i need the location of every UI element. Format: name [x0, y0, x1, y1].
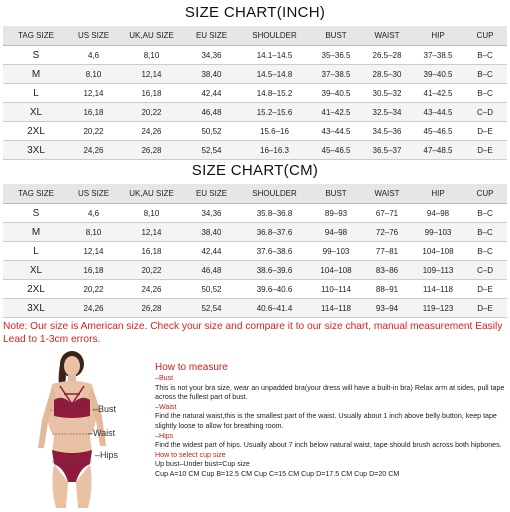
- table-cell: 20,22: [118, 103, 185, 122]
- table-cell: 47–48.5: [413, 141, 463, 160]
- table-row: [3, 204, 507, 223]
- column-header: UK,AU SIZE: [118, 26, 185, 46]
- tag-size-cell: S: [3, 204, 69, 223]
- table-cell: 38,40: [185, 65, 238, 84]
- column-header: TAG SIZE: [3, 26, 69, 46]
- tag-size-cell: S: [3, 46, 69, 65]
- table-cell: 93–94: [361, 299, 413, 318]
- table-cell: 30.5–32: [361, 84, 413, 103]
- table-row: [3, 223, 507, 242]
- tag-size-cell: L: [3, 242, 69, 261]
- column-header: EU SIZE: [185, 26, 238, 46]
- bust-text: This is not your bra size, wear an unpadded bra(your dress will have a built-in bra) Relax arm at sides, pull tape across the fullest part of bust.: [155, 383, 505, 402]
- column-header: EU SIZE: [185, 184, 238, 204]
- cm-chart-title: SIZE CHART(CM): [191, 162, 319, 179]
- bust-heading: –Bust: [155, 374, 174, 382]
- how-to-title: How to measure: [155, 362, 228, 373]
- table-cell: 99–103: [413, 223, 463, 242]
- table-row: [3, 141, 507, 160]
- table-cell: 37.6–38.6: [238, 242, 311, 261]
- table-cell: 4,6: [69, 46, 118, 65]
- table-cell: 114–118: [311, 299, 361, 318]
- table-cell: 89–93: [311, 204, 361, 223]
- inch-size-table: [3, 26, 507, 160]
- hips-label: –Hips: [95, 450, 119, 460]
- table-cell: B–C: [463, 204, 507, 223]
- table-cell: 52,54: [185, 141, 238, 160]
- table-cell: 39–40.5: [311, 84, 361, 103]
- tag-size-cell: XL: [3, 261, 69, 280]
- table-cell: 46,48: [185, 261, 238, 280]
- table-row: [3, 242, 507, 261]
- table-cell: 38,40: [185, 223, 238, 242]
- table-cell: 43–44.5: [311, 122, 361, 141]
- table-cell: 34.5–36: [361, 122, 413, 141]
- table-row: [3, 299, 507, 318]
- tag-size-cell: 2XL: [3, 122, 69, 141]
- table-cell: 52,54: [185, 299, 238, 318]
- table-cell: D–E: [463, 299, 507, 318]
- column-header: SHOULDER: [238, 184, 311, 204]
- table-cell: 8,10: [69, 223, 118, 242]
- column-header: TAG SIZE: [3, 184, 69, 204]
- column-header: CUP: [463, 184, 507, 204]
- table-cell: D–E: [463, 122, 507, 141]
- table-cell: 41–42.5: [311, 103, 361, 122]
- table-cell: 104–108: [413, 242, 463, 261]
- column-header: BUST: [311, 184, 361, 204]
- table-cell: 37–38.5: [413, 46, 463, 65]
- column-header: WAIST: [361, 26, 413, 46]
- table-cell: 88–91: [361, 280, 413, 299]
- cup-formula: Up bust–Under bust=Cup size: [155, 460, 250, 469]
- table-cell: 24,26: [69, 141, 118, 160]
- table-cell: 8,10: [118, 46, 185, 65]
- table-cell: 35–36.5: [311, 46, 361, 65]
- table-cell: 46,48: [185, 103, 238, 122]
- table-cell: 14.1–14.5: [238, 46, 311, 65]
- table-cell: 41–42.5: [413, 84, 463, 103]
- column-header: WAIST: [361, 184, 413, 204]
- table-cell: 28.5–30: [361, 65, 413, 84]
- table-cell: 83–86: [361, 261, 413, 280]
- table-cell: 36.8–37.6: [238, 223, 311, 242]
- table-row: [3, 103, 507, 122]
- table-cell: 26,28: [118, 299, 185, 318]
- table-cell: 26,28: [118, 141, 185, 160]
- hips-heading: –Hips: [155, 431, 174, 440]
- waist-heading: –Waist: [155, 402, 177, 411]
- table-cell: 42,44: [185, 242, 238, 261]
- table-cell: 24,26: [118, 280, 185, 299]
- table-cell: 35.8–36.8: [238, 204, 311, 223]
- table-cell: 45–46.5: [413, 122, 463, 141]
- table-cell: 26.5–28: [361, 46, 413, 65]
- tag-size-cell: M: [3, 223, 69, 242]
- table-row: [3, 122, 507, 141]
- table-cell: 14.5–14.8: [238, 65, 311, 84]
- column-header: UK,AU SIZE: [118, 184, 185, 204]
- tag-size-cell: 3XL: [3, 141, 69, 160]
- table-cell: C–D: [463, 261, 507, 280]
- table-cell: 16,18: [118, 84, 185, 103]
- table-cell: 16,18: [118, 242, 185, 261]
- table-cell: 39.6–40.6: [238, 280, 311, 299]
- table-cell: 24,26: [69, 299, 118, 318]
- table-cell: 114–118: [413, 280, 463, 299]
- table-cell: 43–44.5: [413, 103, 463, 122]
- table-cell: 14.8–15.2: [238, 84, 311, 103]
- table-cell: 20,22: [118, 261, 185, 280]
- column-header: SHOULDER: [238, 26, 311, 46]
- table-cell: C–D: [463, 103, 507, 122]
- column-header: CUP: [463, 26, 507, 46]
- table-row: [3, 46, 507, 65]
- table-cell: 24,26: [118, 122, 185, 141]
- table-cell: 16–16.3: [238, 141, 311, 160]
- table-cell: 15.6–16: [238, 122, 311, 141]
- column-header: HIP: [413, 184, 463, 204]
- table-cell: 4,6: [69, 204, 118, 223]
- table-cell: 94–98: [311, 223, 361, 242]
- table-cell: 72–76: [361, 223, 413, 242]
- table-cell: 34,36: [185, 46, 238, 65]
- table-cell: 15.2–15.6: [238, 103, 311, 122]
- waist-text: Find the natural waist,this is the smallest part of the waist. Usually about 1 inch above belly button, keep tape slightly loose to allow for breathing room.: [155, 412, 497, 430]
- table-cell: 77–81: [361, 242, 413, 261]
- table-cell: 38.6–39.6: [238, 261, 311, 280]
- table-cell: 50,52: [185, 280, 238, 299]
- table-cell: 12,14: [118, 65, 185, 84]
- inch-chart-title: SIZE CHART(INCH): [184, 4, 326, 21]
- table-row: [3, 261, 507, 280]
- table-cell: 37–38.5: [311, 65, 361, 84]
- size-note: Note: Our size is American size. Check your size and compare it to our size chart, manual measurement Easily Lead to 1-3cm errors.: [3, 321, 503, 345]
- column-header: US SIZE: [69, 26, 118, 46]
- column-header: HIP: [413, 26, 463, 46]
- table-row: [3, 84, 507, 103]
- hips-text: Find the widest part of hips. Usually about 7 inch below natural waist, tape should brush across both hipbones.: [155, 441, 502, 450]
- tag-size-cell: XL: [3, 103, 69, 122]
- table-cell: 36.5–37: [361, 141, 413, 160]
- cup-values: Cup A=10 CM Cup B=12.5 CM Cup C=15 CM Cup D=17.5 CM Cup D=20 CM: [155, 469, 400, 478]
- table-cell: 40.6–41.4: [238, 299, 311, 318]
- table-cell: 94–98: [413, 204, 463, 223]
- waist-label: –Waist: [88, 428, 116, 438]
- cm-size-table: [3, 184, 507, 318]
- tag-size-cell: 2XL: [3, 280, 69, 299]
- table-cell: B–C: [463, 65, 507, 84]
- table-cell: 12,14: [118, 223, 185, 242]
- table-cell: 50,52: [185, 122, 238, 141]
- table-cell: 45–46.5: [311, 141, 361, 160]
- column-header: US SIZE: [69, 184, 118, 204]
- table-cell: 109–113: [413, 261, 463, 280]
- table-cell: 12,14: [69, 84, 118, 103]
- table-cell: 104–108: [311, 261, 361, 280]
- table-cell: 12,14: [69, 242, 118, 261]
- tag-size-cell: 3XL: [3, 299, 69, 318]
- table-cell: D–E: [463, 141, 507, 160]
- bust-label: –Bust: [93, 404, 117, 414]
- table-cell: 67–71: [361, 204, 413, 223]
- table-cell: D–E: [463, 280, 507, 299]
- column-header: BUST: [311, 26, 361, 46]
- tag-size-cell: L: [3, 84, 69, 103]
- table-cell: 16,18: [69, 103, 118, 122]
- table-cell: 8,10: [69, 65, 118, 84]
- table-cell: 34,36: [185, 204, 238, 223]
- table-cell: 110–114: [311, 280, 361, 299]
- table-cell: 42,44: [185, 84, 238, 103]
- table-cell: B–C: [463, 46, 507, 65]
- table-cell: 119–123: [413, 299, 463, 318]
- cup-heading: How to select cup size: [155, 450, 226, 459]
- table-cell: 20,22: [69, 280, 118, 299]
- table-row: [3, 65, 507, 84]
- table-row: [3, 280, 507, 299]
- table-cell: 20,22: [69, 122, 118, 141]
- table-cell: 32.5–34: [361, 103, 413, 122]
- table-cell: 99–103: [311, 242, 361, 261]
- tag-size-cell: M: [3, 65, 69, 84]
- table-cell: B–C: [463, 84, 507, 103]
- how-to-measure: [155, 362, 507, 480]
- table-cell: 16,18: [69, 261, 118, 280]
- table-cell: 39–40.5: [413, 65, 463, 84]
- table-cell: B–C: [463, 223, 507, 242]
- table-cell: B–C: [463, 242, 507, 261]
- table-cell: 8,10: [118, 204, 185, 223]
